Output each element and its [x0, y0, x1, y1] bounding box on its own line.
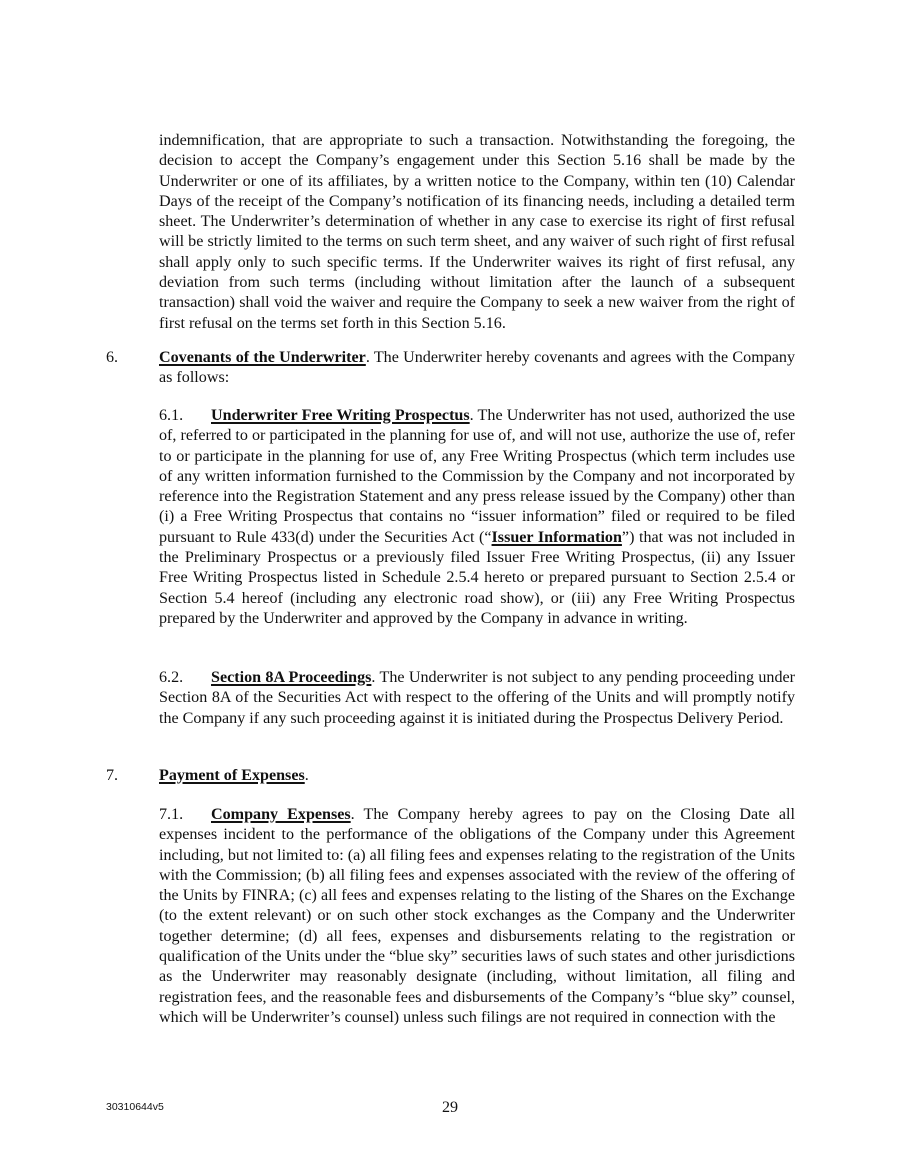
section-7-number: 7. [106, 767, 119, 784]
issuer-information-term: Issuer Information [491, 528, 622, 546]
section-6-1-number: 6.1. [159, 407, 184, 424]
section-7-1-number: 7.1. [159, 806, 184, 823]
section-6-heading: Covenants of the Underwriter [159, 349, 366, 366]
section-7-1-paragraph [159, 805, 795, 1028]
document-id: 30310644v5 [106, 1101, 164, 1113]
section-7-heading: Payment of Expenses [159, 767, 305, 784]
section-7-paragraph [159, 766, 795, 786]
section-7-1-text: . The Company hereby agrees to pay on the Closing Date all expenses incident to the performance of the obligations of the Company under this Agreement including, but not limited to: (a) all filing fees and expenses relating to the registration of the Units with the Commission; (b) all filing fees and expenses associated with the review of the offering of the Units by FINRA; (c) all fees and expenses relating to the listing of the Shares on the Exchange (to the extent relevant) or on such other stock exchanges as the Company and the Underwriter together determine; (d) all fees, expenses and disbursements relating to the registration or qualification of the Units under the “blue sky” securities laws of such states and other jurisdictions as the Underwriter may reasonably designate (including, without limitation, all filing and registration fees, and the reasonable fees and disbursements of the Company’s “blue sky” counsel, which will be Underwriter’s counsel) unless such filings are not required in connection with the [159, 806, 795, 1026]
page-number: 29 [441, 1099, 459, 1116]
section-6-text: . The Underwriter hereby covenants and agrees with the Company as follows: [159, 349, 795, 387]
section-6-2-number: 6.2. [159, 669, 184, 686]
section-6-paragraph [159, 348, 795, 389]
section-6-1-paragraph [159, 406, 795, 629]
section-6-2-heading: Section 8A Proceedings [211, 669, 372, 686]
section-6-1-text-b: ”) that was not included in the Preliminary Prospectus or a previously filed Issuer Free Writing Prospectus, (ii) any Issuer Free Writing Prospectus listed in Schedule 2.5.4 hereto or prepared pursuant to Section 2.5.4 or Section 5.4 hereof (including any electronic road show), or (iii) any Free Writing Prospectus prepared by the Underwriter and approved by the Company in advance in writing. [159, 528, 796, 627]
section-7-text: . [304, 767, 309, 784]
continuation-paragraph: indemnification, that are appropriate to such a transaction. Notwithstanding the foregoing, the decision to accept the Company’s engagement under this Section 5.16 shall be made by the Underwriter or one of its affiliates, by a written notice to the Company, within ten (10) Calendar Days of the receipt of the Company’s notification of its financing needs, including a detailed term sheet. The Underwriter’s determination of whether in any case to exercise its right of first refusal will be strictly limited to the terms on such term sheet, and any waiver of such right of first refusal shall apply only to such specific terms. If the Underwriter waives its right of first refusal, any deviation from such terms (including without limitation after the launch of a subsequent transaction) shall void the waiver and require the Company to seek a new waiver from the right of first refusal on the terms set forth in this Section 5.16. [159, 132, 795, 332]
section-6-1-heading: Underwriter Free Writing Prospectus [211, 407, 470, 424]
section-6-1-text-a: . The Underwriter has not used, authorized the use of, referred to or participated in the planning for use of, and will not use, authorize the use of, refer to or participate in the planning for use of, any Free Writing Prospectus (which term includes use of any written information furnished to the Commission by the Company and not incorporated by reference into the Registration Statement and any press release issued by the Company) other than (i) a Free Writing Prospectus that contains no “issuer information” filed or required to be filed pursuant to Rule 433(d) under the Securities Act (“ [159, 407, 795, 546]
section-6-number: 6. [106, 349, 119, 366]
section-7-1-heading: Company Expenses [211, 806, 351, 823]
section-6-2-paragraph [159, 668, 795, 729]
section-6-2-text: . The Underwriter is not subject to any pending proceeding under Section 8A of the Securities Act with respect to the offering of the Units and will promptly notify the Company if any such proceeding against it is initiated during the Prospectus Delivery Period. [159, 669, 795, 727]
